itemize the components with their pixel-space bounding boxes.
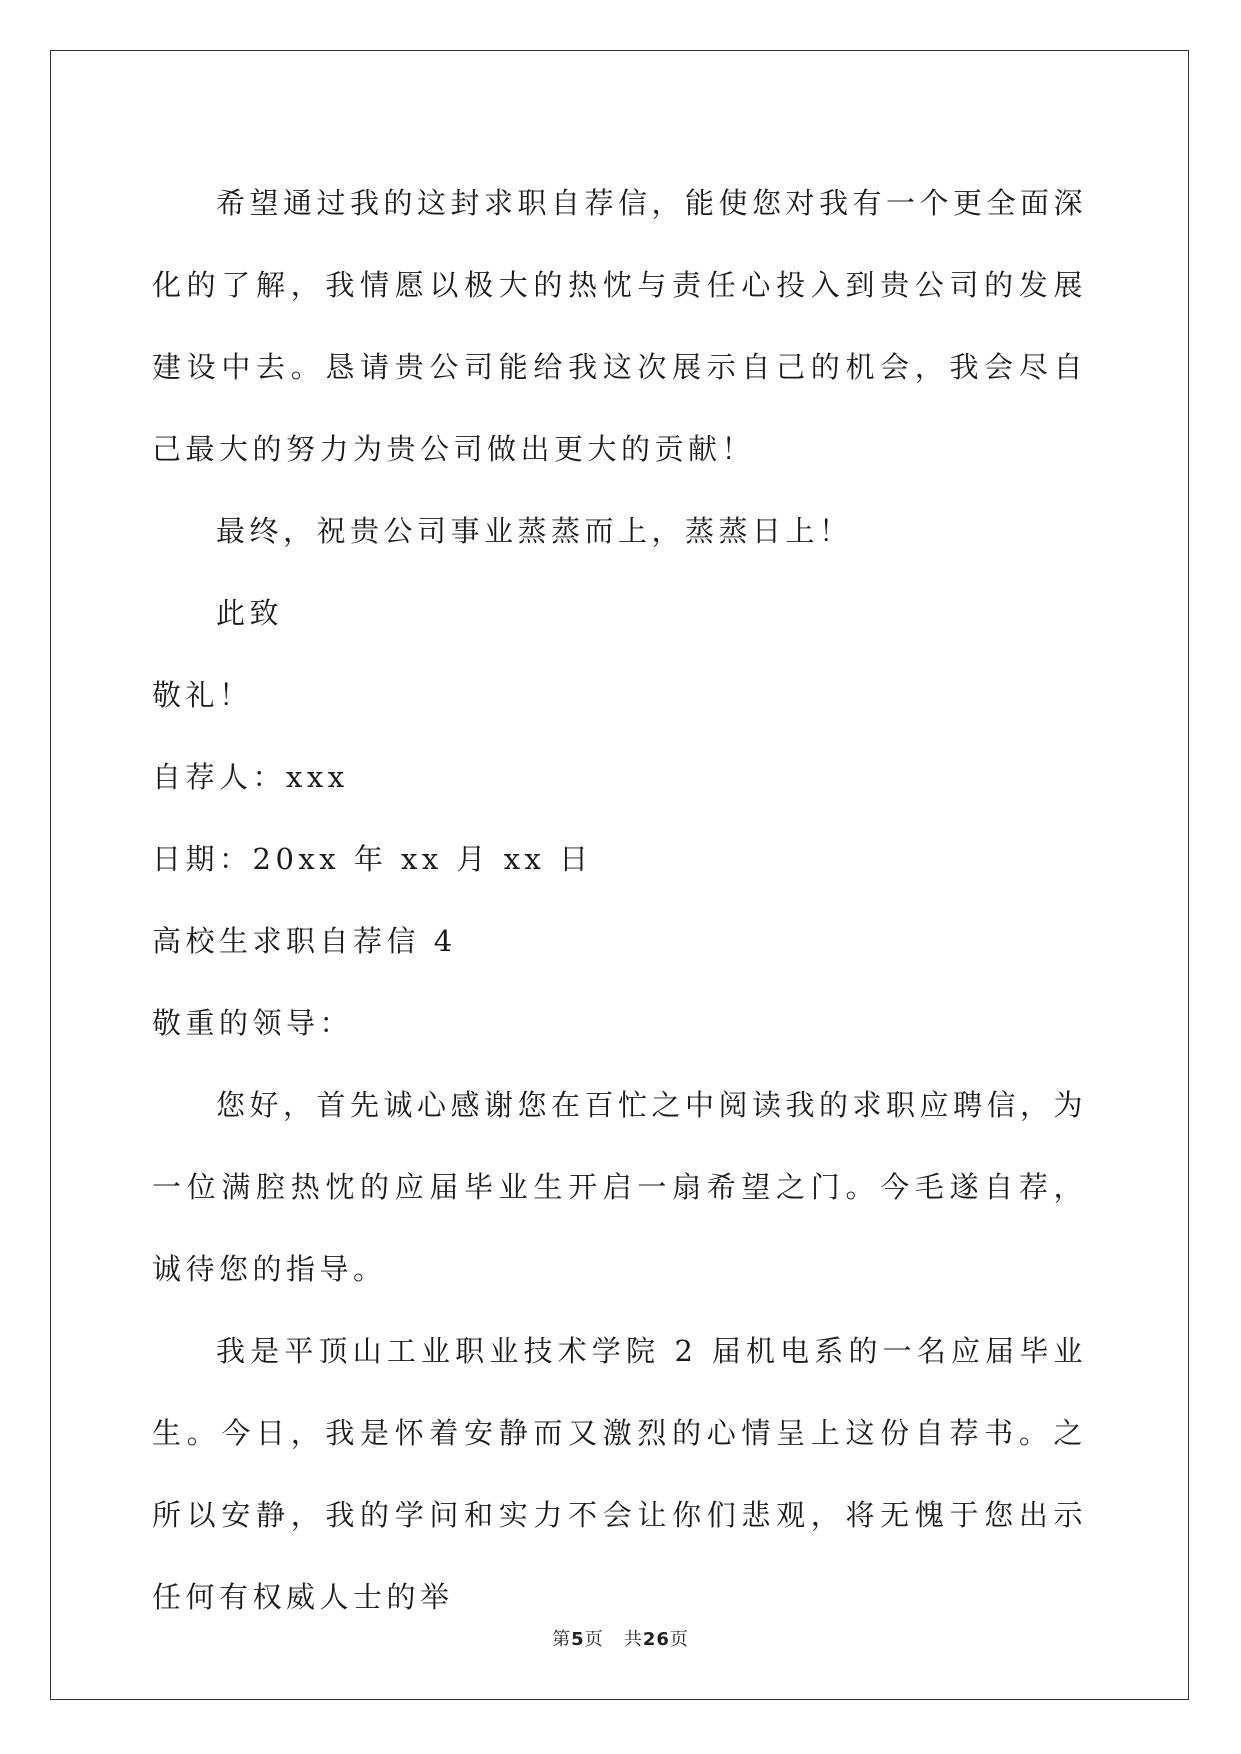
- paragraph-signature: 自荐人：xxx: [152, 760, 349, 794]
- paragraph-intro: 您好，首先诚心感谢您在百忙之中阅读我的求职应聘信，为一位满腔热忱的应届毕业生开启一扇希望之门。今毛遂自荐，诚待您的指导。: [152, 1088, 1088, 1286]
- paragraph-greeting: 敬重的领导：: [152, 1006, 354, 1040]
- footer-page-number: 5: [571, 1629, 585, 1650]
- footer-prefix: 第: [552, 1629, 572, 1650]
- paragraph-self-intro: 我是平顶山工业职业技术学院 2 届机电系的一名应届毕业生。今日，我是怀着安静而又激烈的心情呈上这份自荐书。之所以安静，我的学问和实力不会让你们悲观，将无愧于您出示任何有权威人士的举: [152, 1334, 1087, 1614]
- paragraph-salutation-jingli: 敬礼！: [152, 678, 253, 712]
- footer-total-unit: 页: [669, 1629, 689, 1650]
- paragraph-closing-hope: 希望通过我的这封求职自荐信，能使您对我有一个更全面深化的了解，我情愿以极大的热忱与责任心投入到贵公司的发展建设中去。恳请贵公司能给我这次展示自己的机会，我会尽自己最大的努力为贵公司做出更大的贡献！: [152, 186, 1088, 466]
- paragraph-date: 日期：20xx 年 xx 月 xx 日: [152, 842, 593, 876]
- footer-total-pages: 26: [642, 1629, 670, 1650]
- paragraph-salutation-cizhi: 此致: [216, 596, 284, 630]
- footer-page-unit: 页: [584, 1629, 604, 1650]
- page-footer: [0, 1625, 1241, 1651]
- document-body: [152, 162, 1087, 1638]
- footer-total-prefix: 共: [623, 1629, 643, 1650]
- section-title: 高校生求职自荐信 4: [152, 924, 457, 958]
- paragraph-wishes: 最终，祝贵公司事业蒸蒸而上，蒸蒸日上！: [216, 514, 853, 548]
